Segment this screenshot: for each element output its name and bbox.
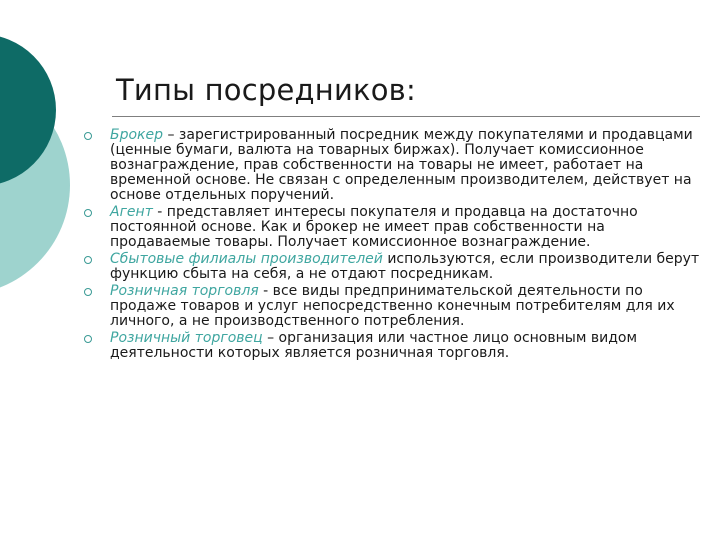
item-text: используются, если производители берут функцию сбыта на себя, а не отдают посредникам. xyxy=(110,251,700,282)
title-divider xyxy=(112,116,700,117)
bullet-icon xyxy=(84,335,92,343)
list-item-sales-branches xyxy=(84,252,700,282)
item-term: Розничный торговец xyxy=(110,330,263,346)
item-term: Сбытовые филиалы производителей xyxy=(110,251,383,267)
item-term: Брокер xyxy=(110,127,164,143)
list-item-retailer xyxy=(84,331,700,361)
bullet-icon xyxy=(84,288,92,296)
bullet-icon xyxy=(84,256,92,264)
list-item-retail-trade xyxy=(84,284,700,329)
item-text: – организация или частное лицо основным видом деятельности которых является розничная торговля. xyxy=(110,330,637,361)
item-text: - все виды предпринимательской деятельности по продаже товаров и услуг непосредственно конечным потребителям для их личного, а не производственного потребления. xyxy=(110,283,675,329)
list-item-agent xyxy=(84,205,700,250)
item-term: Розничная торговля xyxy=(110,283,259,299)
item-text: – зарегистрированный посредник между покупателями и продавцами (ценные бумаги, валюта на товарных биржах). Получает комиссионное вознаграждение, прав собственности на товары не имеет, работает на временной основе. Не связан с определенным производителем, действует на основе отдельных поручений. xyxy=(110,127,693,203)
slide-title: Типы посредников: xyxy=(116,73,416,107)
item-text: - представляет интересы покупателя и продавца на достаточно постоянной основе. Как и брокер не имеет прав собственности на продаваемые товары. Получает комиссионное вознаграждение. xyxy=(110,204,638,250)
item-term: Агент xyxy=(110,204,153,220)
list-item-broker xyxy=(84,128,700,203)
bullet-icon xyxy=(84,132,92,140)
bullet-icon xyxy=(84,209,92,217)
definition-list xyxy=(84,128,700,363)
